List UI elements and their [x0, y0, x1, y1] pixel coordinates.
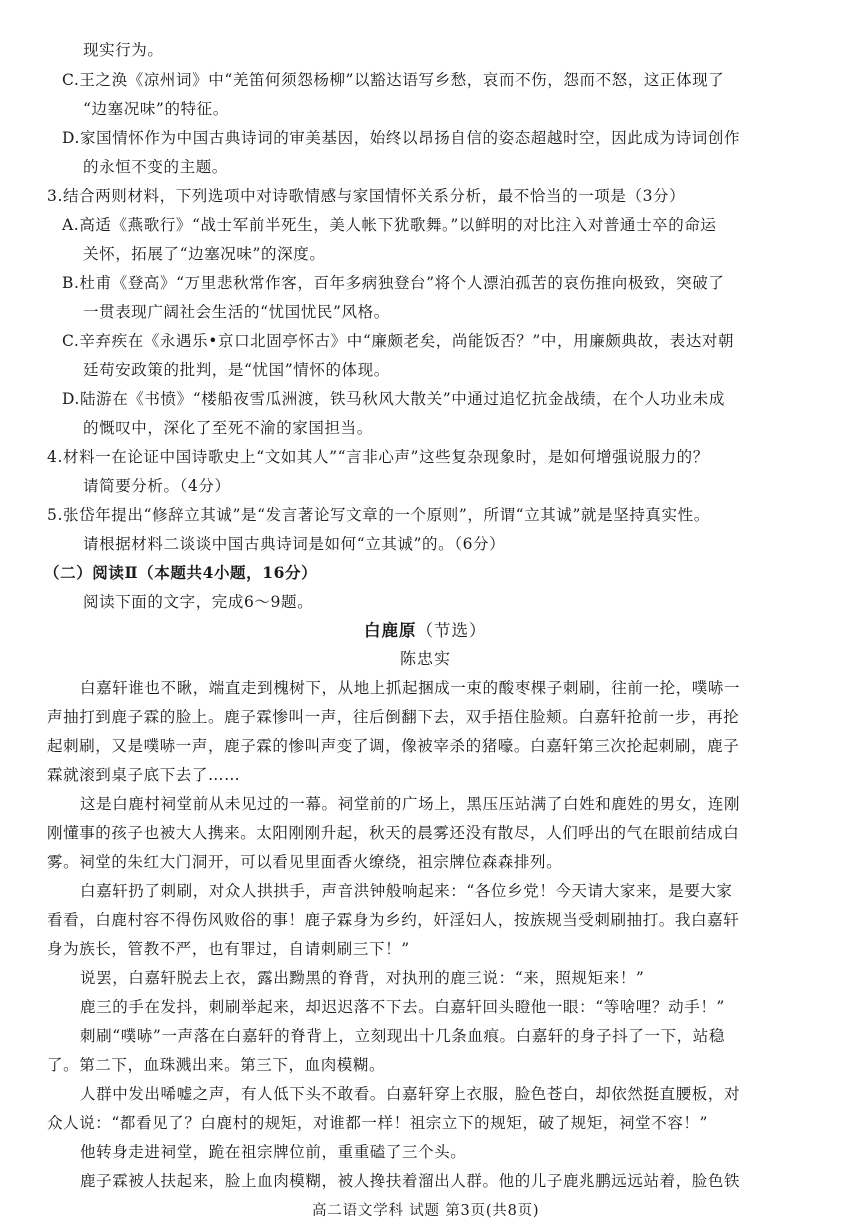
passage-line: 他转身走进祠堂，跪在祖宗牌位前，重重磕了三个头。	[80, 1143, 467, 1161]
q3-option-a-line2: 关怀，拓展了“边塞况味”的深度。	[83, 245, 326, 263]
q3-option-d-line2: 的慨叹中，深化了至死不渝的家国担当。	[83, 419, 373, 437]
passage-line: 鹿子霖被人扶起来，脸上血肉模糊，被人搀扶着溜出人群。他的儿子鹿兆鹏远远站着，脸色铁	[80, 1172, 741, 1190]
passage-line: 身为族长，管教不严，也有罪过，自请刺刷三下！”	[47, 940, 410, 958]
q2-option-c-line2: “边塞况味”的特征。	[83, 100, 229, 118]
passage-title	[364, 621, 487, 641]
section-heading: （二）阅读Ⅱ（本题共4小题，16分）	[44, 563, 318, 582]
passage-line: 了。第二下，血珠溅出来。第三下，血肉模糊。	[47, 1056, 386, 1074]
passage-line: 说罢，白嘉轩脱去上衣，露出黝黑的脊背，对执刑的鹿三说：“来，照规矩来！”	[80, 969, 645, 987]
section-instruction: 阅读下面的文字，完成6～9题。	[83, 593, 314, 611]
passage-line: 刺刷“噗哧”一声落在白嘉轩的脊背上，立刻现出十几条血痕。白嘉轩的身子抖了一下，站稳	[80, 1027, 725, 1045]
q2-option-d-line2: 的永恒不变的主题。	[83, 158, 228, 176]
passage-line: 刚懂事的孩子也被大人携来。太阳刚刚升起，秋天的晨雾还没有散尽，人们呼出的气在眼前结成白	[47, 824, 740, 842]
option-continuation: 现实行为。	[83, 41, 164, 59]
q3-option-c-line1: C.辛弃疾在《永遇乐•京口北固亭怀古》中“廉颇老矣，尚能饭否？”中，用廉颇典故，表达对朝	[62, 332, 735, 350]
passage-line: 鹿三的手在发抖，刺刷举起来，却迟迟落不下去。白嘉轩回头瞪他一眼：“等啥哩？动手！”	[80, 998, 725, 1016]
passage-line: 白嘉轩扔了刺刷，对众人拱拱手，声音洪钟般响起来：“各位乡党！今天请大家来，是要大家	[80, 882, 733, 900]
q3-option-a-line1: A.高适《燕歌行》“战士军前半死生，美人帐下犹歌舞。”以鲜明的对比注入对普通士卒的命运	[62, 216, 717, 234]
passage-line: 这是白鹿村祠堂前从未见过的一幕。祠堂前的广场上，黑压压站满了白姓和鹿姓的男女，连刚	[80, 795, 741, 813]
q3-option-b-line1: B.杜甫《登高》“万里悲秋常作客，百年多病独登台”将个人漂泊孤苦的哀伤推向极致，突破了	[62, 274, 725, 292]
q4-line1: 4.材料一在论证中国诗歌史上“文如其人”“言非心声”这些复杂现象时，是如何增强说服力的？	[47, 448, 709, 466]
q3-stem: 3.结合两则材料，下列选项中对诗歌情感与家国情怀关系分析，最不恰当的一项是（3分）	[47, 187, 686, 205]
passage-line: 白嘉轩谁也不瞅，端直走到槐树下，从地上抓起捆成一束的酸枣棵子刺刷，往前一抡，噗哧一	[80, 679, 741, 697]
passage-title-note: （节选）	[416, 621, 487, 640]
passage-author: 陈忠实	[400, 649, 452, 668]
passage-line: 雾。祠堂的朱红大门洞开，可以看见里面香火缭绕，祖宗牌位森森排列。	[47, 853, 563, 871]
q3-option-d-line1: D.陆游在《书愤》“楼船夜雪瓜洲渡，铁马秋风大散关”中通过追忆抗金战绩，在个人功业未成	[62, 390, 725, 408]
q2-option-d-line1: D.家国情怀作为中国古典诗词的审美基因，始终以昂扬自信的姿态超越时空，因此成为诗词创作	[62, 129, 741, 147]
q5-line1: 5.张岱年提出“修辞立其诚”是“发言著论写文章的一个原则”，所谓“立其诚”就是坚持真实性。	[47, 506, 710, 524]
q3-option-b-line2: 一贯表现广阔社会生活的“忧国忧民”风格。	[83, 303, 390, 321]
passage-line: 看看，白鹿村容不得伤风败俗的事！鹿子霖身为乡约，奸淫妇人，按族规当受刺刷抽打。我白嘉轩	[47, 911, 740, 929]
passage-line: 众人说：“都看见了？白鹿村的规矩，对谁都一样！祖宗立下的规矩，破了规矩，祠堂不容！”	[47, 1114, 709, 1132]
passage-line: 起刺刷，又是噗哧一声，鹿子霖的惨叫声变了调，像被宰杀的猪嚎。白嘉轩第三次抡起刺刷，鹿子	[47, 737, 740, 755]
passage-line: 声抽打到鹿子霖的脸上。鹿子霖惨叫一声，往后倒翻下去，双手捂住脸颊。白嘉轩抢前一步，再抡	[47, 708, 740, 726]
passage-line: 霖就滚到桌子底下去了……	[47, 766, 241, 784]
passage-title-text: 白鹿原	[364, 621, 417, 640]
page-footer: 高二语文学科 试题 第3页(共8页)	[312, 1203, 540, 1219]
q5-line2: 请根据材料二谈谈中国古典诗词是如何“立其诚”的。（6分）	[83, 535, 506, 553]
q2-option-c-line1: C.王之涣《凉州词》中“羌笛何须怨杨柳”以豁达语写乡愁，哀而不伤，怨而不怒，这正体现了	[62, 71, 725, 89]
q4-line2: 请简要分析。（4分）	[83, 477, 231, 495]
passage-line: 人群中发出唏嘘之声，有人低下头不敢看。白嘉轩穿上衣服，脸色苍白，却依然挺直腰板，对	[80, 1085, 741, 1103]
q3-option-c-line2: 廷苟安政策的批判，是“忧国”情怀的体现。	[83, 361, 390, 379]
